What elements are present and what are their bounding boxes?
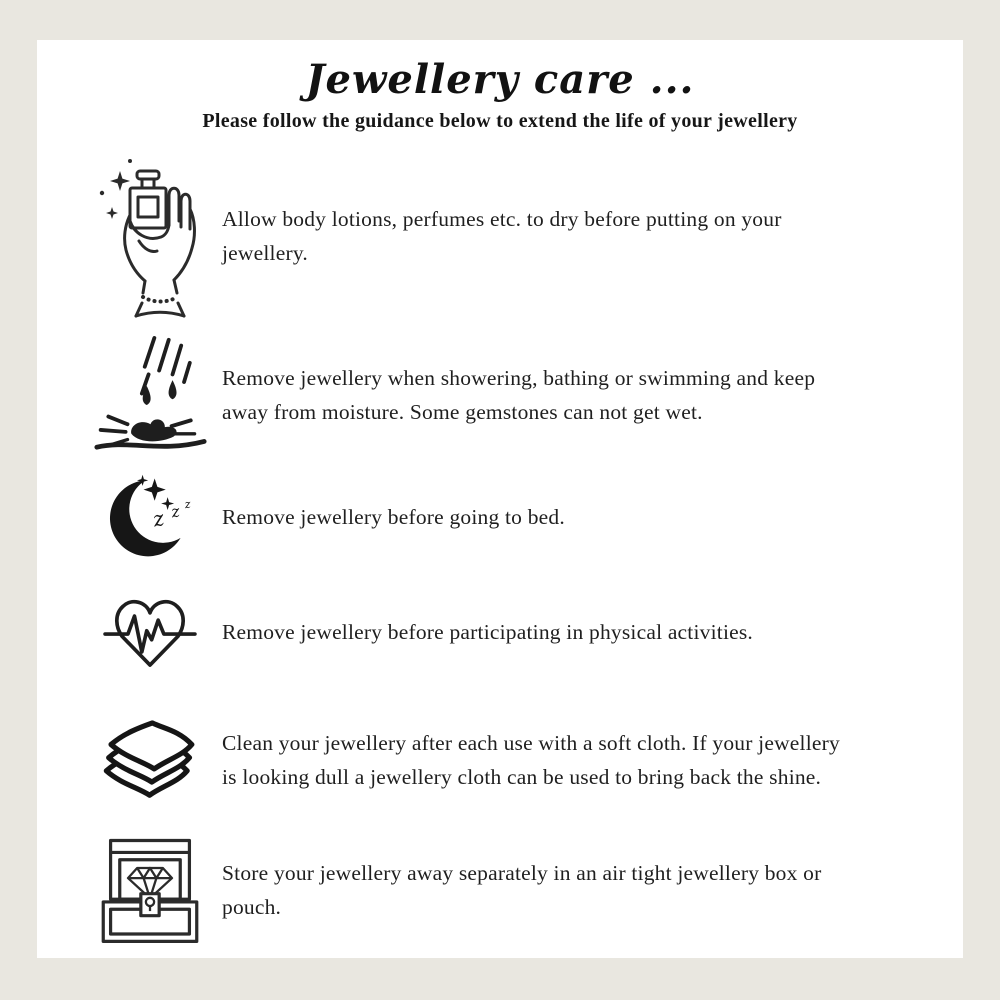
- svg-text:z: z: [150, 505, 167, 532]
- page-title: Jewellery care ...: [305, 56, 695, 103]
- care-item-line: Allow body lotions, perfumes etc. to dry before putting on your: [222, 207, 782, 231]
- jewellery-box-icon: [87, 834, 213, 946]
- care-card: [37, 40, 963, 958]
- care-item-row: [37, 145, 963, 327]
- sleep-moon-icon: [87, 472, 213, 562]
- care-item-text: [222, 726, 840, 794]
- care-item-line: Store your jewellery away separately in an air tight jewellery box or: [222, 860, 822, 885]
- care-item-row: [37, 327, 963, 462]
- page-subtitle: Please follow the guidance below to extend the life of your jewellery: [202, 110, 798, 132]
- care-item-line: Clean your jewellery after each use with a soft cloth. If your jewellery: [222, 730, 840, 755]
- care-item-row: [37, 827, 963, 952]
- heartbeat-icon: [87, 593, 213, 671]
- care-item-line: Remove jewellery before going to bed.: [222, 505, 565, 529]
- care-items-list: [37, 145, 963, 952]
- care-item-text: [222, 361, 815, 429]
- care-item-row: [37, 692, 963, 827]
- soft-cloth-icon: [87, 715, 213, 805]
- care-item-line: jewellery.: [222, 241, 308, 265]
- svg-text:z: z: [183, 497, 192, 512]
- care-item-line: pouch.: [222, 894, 282, 919]
- care-item-text: [222, 202, 782, 270]
- care-item-line: is looking dull a jewellery cloth can be used to bring back the shine.: [222, 764, 822, 789]
- care-item-text: [222, 615, 753, 649]
- svg-text:z: z: [169, 501, 182, 522]
- perfume-hand-icon: [87, 153, 213, 320]
- care-item-row: [37, 462, 963, 572]
- care-item-line: away from moisture. Some gemstones can not get wet.: [222, 399, 703, 424]
- card-header: [37, 40, 963, 134]
- care-item-line: Remove jewellery when showering, bathing or swimming and keep: [222, 365, 816, 390]
- care-item-line: Remove jewellery before participating in physical activities.: [222, 620, 754, 644]
- water-splash-icon: [87, 332, 213, 457]
- care-item-row: [37, 572, 963, 692]
- care-item-text: [222, 856, 821, 924]
- care-item-text: [222, 500, 565, 534]
